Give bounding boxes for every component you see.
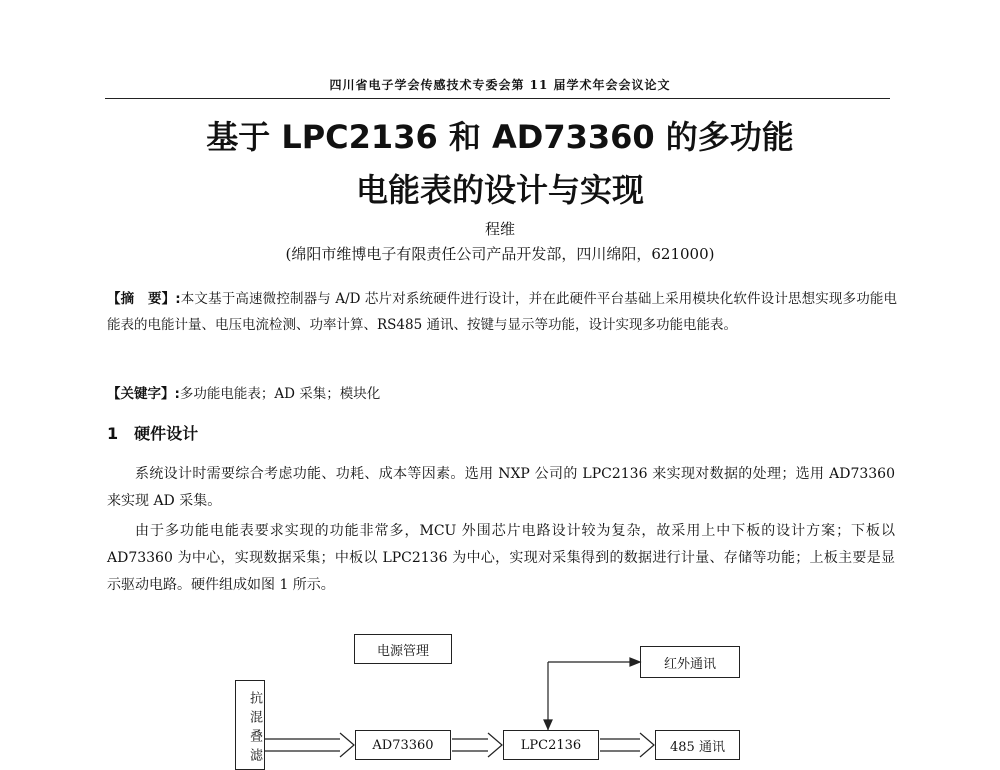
box-power: 电源管理	[354, 634, 452, 664]
body-paragraph-2: 由于多功能电能表要求实现的功能非常多，MCU 外围芯片电路设计较为复杂，故采用上中下板的设计方案；下板以 AD73360 为中心，实现数据采集；中板以 LPC2136 为中心，实现对采集得到的数据进行计量、存储等功能；上板主要是显示驱动电路。硬件组成如图 1 所示。	[107, 523, 895, 593]
paper-title-line2: 电能表的设计与实现	[355, 171, 644, 209]
arrow-antialias-adc	[265, 733, 354, 757]
box-ir: 红外通讯	[640, 646, 740, 678]
abstract-label: 【摘 要】:	[107, 291, 181, 307]
box-antialias: 抗混叠滤	[235, 680, 265, 770]
keywords-text: 多功能电能表；AD 采集；模块化	[179, 386, 381, 402]
box-mcu: LPC2136	[503, 730, 599, 760]
section-heading: 1 硬件设计	[107, 424, 199, 443]
arrow-adc-mcu	[452, 733, 502, 757]
arrow-mcu-ir	[544, 658, 640, 730]
box-adc: AD73360	[355, 730, 451, 760]
arrow-mcu-rs485	[600, 733, 654, 757]
body-paragraph-1: 系统设计时需要综合考虑功能、功耗、成本等因素。选用 NXP 公司的 LPC2136 来实现对数据的处理；选用 AD73360 来实现 AD 采集。	[107, 466, 895, 509]
author: 程维	[484, 220, 515, 238]
running-header: 四川省电子学会传感技术专委会第 11 届学术年会会议论文	[329, 78, 671, 92]
box-rs485: 485 通讯	[655, 730, 740, 760]
abstract-text: 本文基于高速微控制器与 A/D 芯片对系统硬件进行设计，并在此硬件平台基础上采用模块化软件设计思想实现多功能电能表的电能计量、电压电流检测、功率计算、RS485 通讯、按键与显示等功能，设计实现多功能电能表。	[107, 291, 897, 333]
paper-title-line1: 基于 LPC2136 和 AD73360 的多功能	[206, 118, 794, 156]
keywords-label: 【关键字】:	[107, 386, 180, 402]
affiliation: (绵阳市维博电子有限责任公司产品开发部，四川绵阳，621000)	[285, 245, 715, 263]
